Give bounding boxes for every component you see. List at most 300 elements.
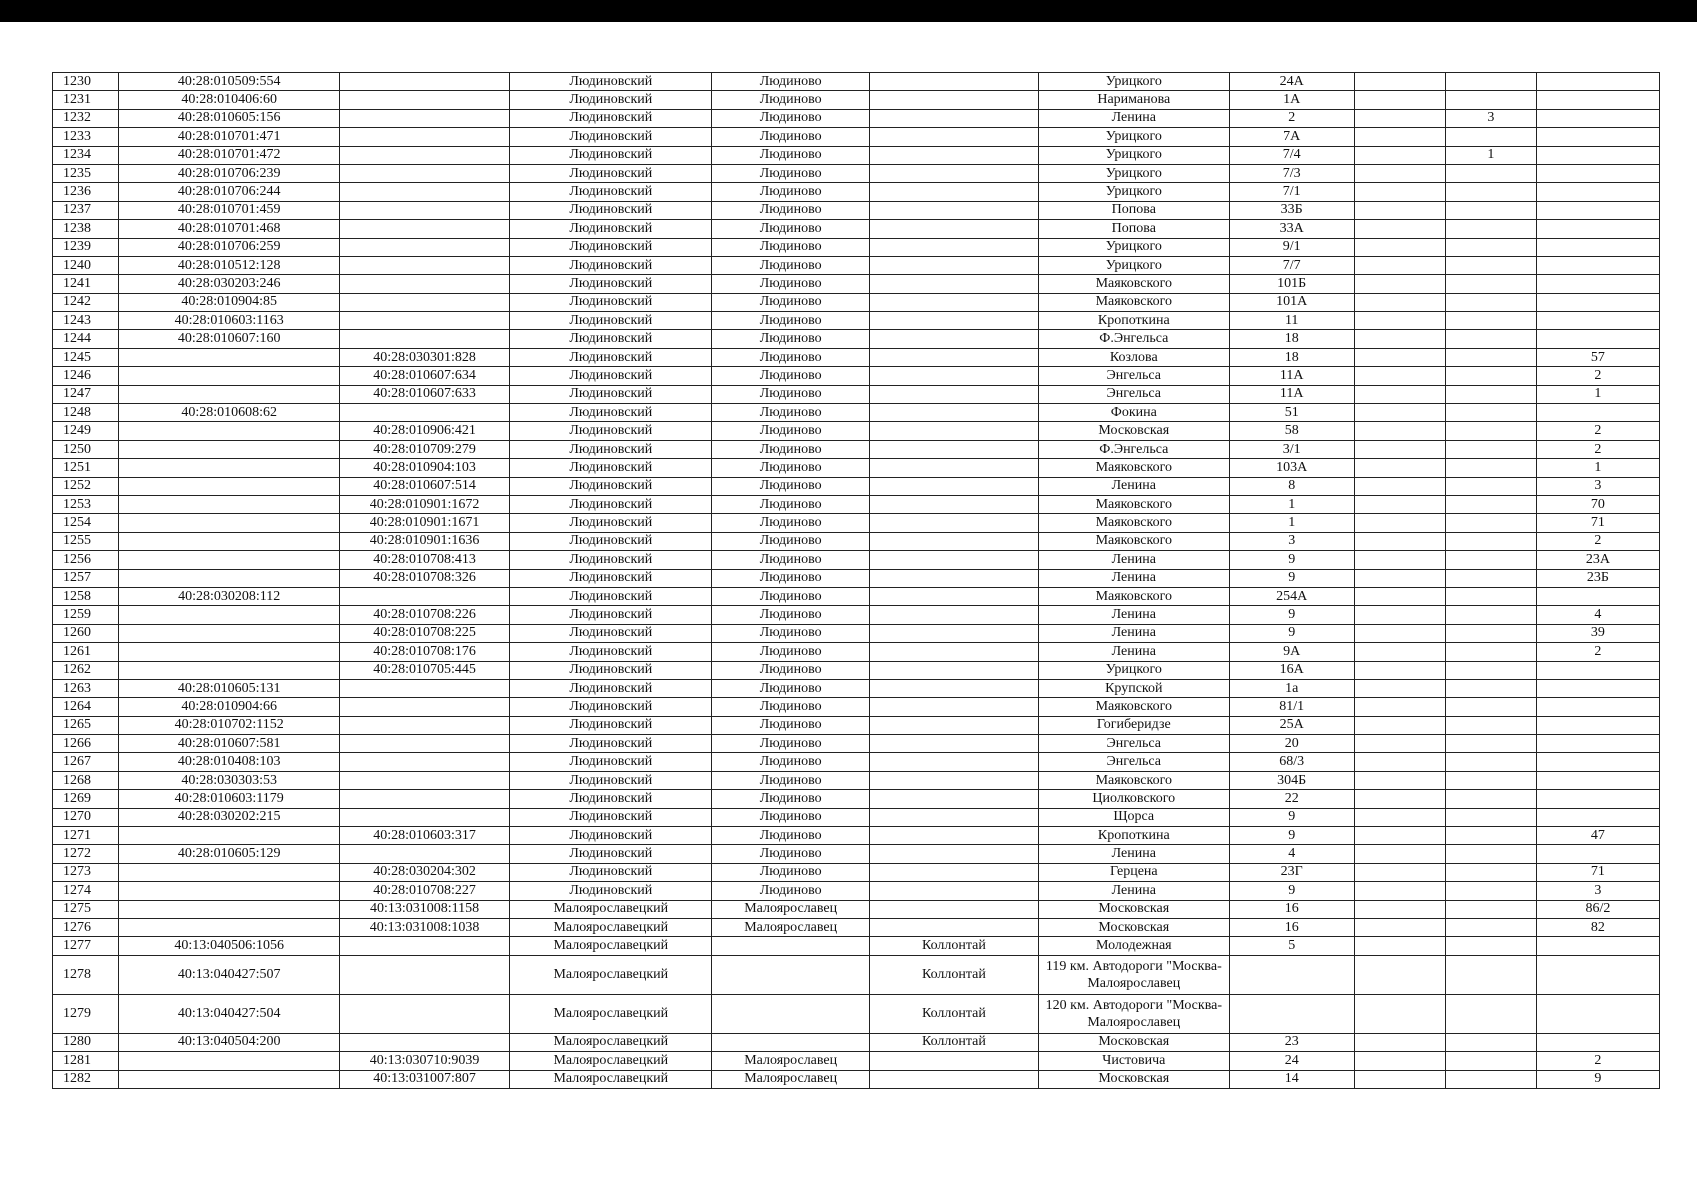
cell-apartment: [1445, 994, 1536, 1033]
cell-street: Ленина: [1039, 477, 1230, 495]
cell-city: Малоярославец: [712, 1052, 869, 1070]
cell-cadastral-number-premises: 40:28:030301:828: [339, 348, 509, 366]
cell-cadastral-number-premises: [339, 1033, 509, 1051]
cell-row-number: 1252: [53, 477, 119, 495]
cell-city: Людиново: [712, 495, 869, 513]
cell-city: Людиново: [712, 477, 869, 495]
table-row: [53, 1070, 1660, 1088]
cell-house-number: 1: [1229, 495, 1354, 513]
cell-cadastral-number-premises: [339, 808, 509, 826]
cell-house-number: 11А: [1229, 367, 1354, 385]
cell-settlement: [869, 587, 1038, 605]
cell-row-number: 1274: [53, 882, 119, 900]
table-row: [53, 164, 1660, 182]
cell-city: Людиново: [712, 312, 869, 330]
cell-cadastral-number-land: [119, 514, 340, 532]
cell-settlement: [869, 845, 1038, 863]
table-row: [53, 753, 1660, 771]
cell-cadastral-number-land: [119, 459, 340, 477]
cell-cadastral-number-land: [119, 643, 340, 661]
cell-room: [1536, 293, 1659, 311]
cell-street: Ф.Энгельса: [1039, 330, 1230, 348]
cell-settlement: [869, 220, 1038, 238]
cell-district: Людиновский: [510, 735, 712, 753]
cell-district: Людиновский: [510, 164, 712, 182]
cell-settlement: [869, 183, 1038, 201]
cell-settlement: Коллонтай: [869, 955, 1038, 994]
cell-district: Людиновский: [510, 643, 712, 661]
cell-cadastral-number-premises: 40:28:010709:279: [339, 440, 509, 458]
cell-cadastral-number-premises: 40:13:031008:1158: [339, 900, 509, 918]
cell-room: [1536, 587, 1659, 605]
property-register-table: [52, 72, 1660, 1089]
cell-row-number: 1258: [53, 587, 119, 605]
cell-house-number: 33А: [1229, 220, 1354, 238]
table-row: [53, 771, 1660, 789]
cell-row-number: 1260: [53, 624, 119, 642]
cell-house-number: 7А: [1229, 128, 1354, 146]
cell-house-number: 7/4: [1229, 146, 1354, 164]
cell-apartment: [1445, 716, 1536, 734]
cell-cadastral-number-premises: [339, 404, 509, 422]
cell-cadastral-number-premises: [339, 256, 509, 274]
cell-street: Фокина: [1039, 404, 1230, 422]
cell-apartment: [1445, 164, 1536, 182]
cell-street: Молодежная: [1039, 937, 1230, 955]
cell-building: [1354, 1033, 1445, 1051]
cell-building: [1354, 606, 1445, 624]
cell-cadastral-number-premises: 40:28:010607:633: [339, 385, 509, 403]
cell-house-number: 23: [1229, 1033, 1354, 1051]
cell-district: Людиновский: [510, 477, 712, 495]
cell-cadastral-number-land: 40:28:030203:246: [119, 275, 340, 293]
cell-house-number: 24: [1229, 1052, 1354, 1070]
cell-apartment: [1445, 293, 1536, 311]
cell-street: Ф.Энгельса: [1039, 440, 1230, 458]
cell-building: [1354, 256, 1445, 274]
cell-city: Людиново: [712, 422, 869, 440]
cell-settlement: [869, 201, 1038, 219]
cell-district: Людиновский: [510, 422, 712, 440]
cell-city: Людиново: [712, 643, 869, 661]
cell-cadastral-number-land: [119, 1052, 340, 1070]
cell-city: [712, 1033, 869, 1051]
cell-city: Людиново: [712, 73, 869, 91]
cell-row-number: 1280: [53, 1033, 119, 1051]
cell-room: [1536, 845, 1659, 863]
cell-building: [1354, 569, 1445, 587]
cell-apartment: [1445, 440, 1536, 458]
cell-house-number: 16: [1229, 900, 1354, 918]
cell-district: Малоярославецкий: [510, 1070, 712, 1088]
cell-settlement: [869, 293, 1038, 311]
cell-cadastral-number-premises: 40:28:010708:413: [339, 551, 509, 569]
cell-cadastral-number-premises: 40:13:031007:807: [339, 1070, 509, 1088]
cell-street: Московская: [1039, 1070, 1230, 1088]
cell-building: [1354, 348, 1445, 366]
cell-cadastral-number-land: 40:28:010512:128: [119, 256, 340, 274]
cell-apartment: [1445, 495, 1536, 513]
cell-row-number: 1259: [53, 606, 119, 624]
cell-city: Людиново: [712, 514, 869, 532]
cell-district: Малоярославецкий: [510, 955, 712, 994]
cell-cadastral-number-land: 40:28:030303:53: [119, 771, 340, 789]
cell-district: Людиновский: [510, 367, 712, 385]
cell-cadastral-number-land: 40:28:010701:459: [119, 201, 340, 219]
cell-cadastral-number-premises: 40:28:010603:317: [339, 827, 509, 845]
cell-house-number: 18: [1229, 348, 1354, 366]
cell-settlement: [869, 643, 1038, 661]
cell-building: [1354, 808, 1445, 826]
cell-cadastral-number-land: [119, 348, 340, 366]
cell-settlement: [869, 404, 1038, 422]
cell-room: [1536, 256, 1659, 274]
cell-house-number: 81/1: [1229, 698, 1354, 716]
cell-house-number: 9: [1229, 624, 1354, 642]
cell-city: Людиново: [712, 183, 869, 201]
cell-apartment: [1445, 679, 1536, 697]
cell-district: Малоярославецкий: [510, 937, 712, 955]
cell-cadastral-number-land: 40:28:010607:581: [119, 735, 340, 753]
cell-row-number: 1231: [53, 91, 119, 109]
cell-row-number: 1239: [53, 238, 119, 256]
cell-room: [1536, 753, 1659, 771]
cell-cadastral-number-land: 40:28:010605:156: [119, 109, 340, 127]
cell-street: Маяковского: [1039, 514, 1230, 532]
cell-apartment: [1445, 1052, 1536, 1070]
cell-apartment: [1445, 183, 1536, 201]
cell-room: [1536, 312, 1659, 330]
cell-city: Людиново: [712, 827, 869, 845]
table-row: [53, 790, 1660, 808]
cell-settlement: [869, 900, 1038, 918]
cell-city: Людиново: [712, 606, 869, 624]
cell-room: [1536, 698, 1659, 716]
cell-row-number: 1240: [53, 256, 119, 274]
cell-row-number: 1234: [53, 146, 119, 164]
cell-district: Людиновский: [510, 404, 712, 422]
cell-row-number: 1272: [53, 845, 119, 863]
table-row: [53, 183, 1660, 201]
cell-district: Людиновский: [510, 882, 712, 900]
cell-house-number: 7/7: [1229, 256, 1354, 274]
cell-settlement: [869, 495, 1038, 513]
cell-city: Людиново: [712, 698, 869, 716]
table-row: [53, 569, 1660, 587]
cell-room: [1536, 109, 1659, 127]
cell-building: [1354, 587, 1445, 605]
cell-apartment: [1445, 312, 1536, 330]
cell-settlement: [869, 698, 1038, 716]
cell-cadastral-number-premises: [339, 679, 509, 697]
cell-house-number: 24А: [1229, 73, 1354, 91]
cell-cadastral-number-premises: [339, 994, 509, 1033]
cell-cadastral-number-land: 40:28:010603:1179: [119, 790, 340, 808]
cell-building: [1354, 698, 1445, 716]
cell-street: Урицкого: [1039, 661, 1230, 679]
cell-row-number: 1263: [53, 679, 119, 697]
cell-building: [1354, 164, 1445, 182]
cell-cadastral-number-land: [119, 422, 340, 440]
cell-room: [1536, 661, 1659, 679]
cell-street: Маяковского: [1039, 275, 1230, 293]
cell-street: Маяковского: [1039, 698, 1230, 716]
cell-building: [1354, 1070, 1445, 1088]
cell-cadastral-number-land: [119, 624, 340, 642]
cell-cadastral-number-land: 40:13:040427:507: [119, 955, 340, 994]
cell-street: Кропоткина: [1039, 312, 1230, 330]
cell-cadastral-number-land: [119, 882, 340, 900]
table-row: [53, 643, 1660, 661]
cell-street: Ленина: [1039, 624, 1230, 642]
cell-street: Ленина: [1039, 882, 1230, 900]
table-row: [53, 661, 1660, 679]
table-row: [53, 735, 1660, 753]
cell-building: [1354, 735, 1445, 753]
cell-building: [1354, 201, 1445, 219]
table-row: [53, 679, 1660, 697]
cell-room: [1536, 128, 1659, 146]
cell-cadastral-number-premises: [339, 91, 509, 109]
cell-room: [1536, 790, 1659, 808]
table-row: [53, 1052, 1660, 1070]
cell-city: Людиново: [712, 790, 869, 808]
cell-city: Людиново: [712, 367, 869, 385]
cell-settlement: [869, 367, 1038, 385]
cell-room: [1536, 164, 1659, 182]
cell-district: Людиновский: [510, 790, 712, 808]
cell-street: Энгельса: [1039, 367, 1230, 385]
table-row: [53, 1033, 1660, 1051]
table-row: [53, 716, 1660, 734]
cell-cadastral-number-land: [119, 661, 340, 679]
cell-city: Людиново: [712, 440, 869, 458]
cell-settlement: [869, 91, 1038, 109]
cell-cadastral-number-land: [119, 551, 340, 569]
cell-cadastral-number-premises: [339, 698, 509, 716]
cell-row-number: 1244: [53, 330, 119, 348]
cell-house-number: 304Б: [1229, 771, 1354, 789]
cell-apartment: [1445, 256, 1536, 274]
cell-cadastral-number-premises: 40:28:010708:176: [339, 643, 509, 661]
cell-room: 1: [1536, 459, 1659, 477]
cell-city: Людиново: [712, 146, 869, 164]
cell-settlement: [869, 882, 1038, 900]
cell-row-number: 1235: [53, 164, 119, 182]
cell-row-number: 1276: [53, 918, 119, 936]
cell-house-number: 16А: [1229, 661, 1354, 679]
cell-cadastral-number-premises: [339, 716, 509, 734]
cell-building: [1354, 661, 1445, 679]
cell-apartment: [1445, 422, 1536, 440]
cell-district: Людиновский: [510, 845, 712, 863]
cell-apartment: [1445, 330, 1536, 348]
cell-district: Людиновский: [510, 146, 712, 164]
cell-cadastral-number-premises: [339, 587, 509, 605]
cell-cadastral-number-land: [119, 900, 340, 918]
cell-apartment: [1445, 863, 1536, 881]
cell-cadastral-number-premises: 40:28:010901:1671: [339, 514, 509, 532]
cell-building: [1354, 790, 1445, 808]
scan-top-edge: [0, 0, 1697, 22]
cell-district: Людиновский: [510, 201, 712, 219]
table-row: [53, 624, 1660, 642]
cell-apartment: [1445, 900, 1536, 918]
table-row: [53, 220, 1660, 238]
cell-building: [1354, 514, 1445, 532]
cell-house-number: [1229, 994, 1354, 1033]
cell-room: 2: [1536, 422, 1659, 440]
cell-settlement: [869, 624, 1038, 642]
cell-street: Щорса: [1039, 808, 1230, 826]
cell-room: 1: [1536, 385, 1659, 403]
cell-room: [1536, 275, 1659, 293]
cell-city: Людиново: [712, 256, 869, 274]
cell-street: Ленина: [1039, 845, 1230, 863]
cell-street: Герцена: [1039, 863, 1230, 881]
cell-district: Людиновский: [510, 275, 712, 293]
cell-row-number: 1242: [53, 293, 119, 311]
cell-room: [1536, 994, 1659, 1033]
cell-cadastral-number-premises: 40:28:010906:421: [339, 422, 509, 440]
cell-apartment: [1445, 220, 1536, 238]
cell-street: Циолковского: [1039, 790, 1230, 808]
cell-settlement: [869, 1052, 1038, 1070]
table-row: [53, 994, 1660, 1033]
table-row: [53, 477, 1660, 495]
cell-building: [1354, 275, 1445, 293]
cell-cadastral-number-premises: 40:28:010705:445: [339, 661, 509, 679]
cell-room: [1536, 771, 1659, 789]
cell-cadastral-number-premises: 40:28:010607:514: [339, 477, 509, 495]
cell-row-number: 1255: [53, 532, 119, 550]
cell-room: [1536, 937, 1659, 955]
cell-district: Людиновский: [510, 808, 712, 826]
cell-row-number: 1265: [53, 716, 119, 734]
cell-cadastral-number-land: [119, 827, 340, 845]
cell-row-number: 1279: [53, 994, 119, 1033]
cell-house-number: 9: [1229, 882, 1354, 900]
cell-city: Людиново: [712, 882, 869, 900]
cell-apartment: [1445, 955, 1536, 994]
table-row: [53, 275, 1660, 293]
cell-house-number: 7/1: [1229, 183, 1354, 201]
cell-room: 3: [1536, 882, 1659, 900]
cell-apartment: [1445, 918, 1536, 936]
cell-room: [1536, 201, 1659, 219]
cell-city: Людиново: [712, 716, 869, 734]
cell-street: Энгельса: [1039, 753, 1230, 771]
cell-room: [1536, 1033, 1659, 1051]
cell-street: Маяковского: [1039, 293, 1230, 311]
cell-cadastral-number-land: 40:28:010701:472: [119, 146, 340, 164]
cell-row-number: 1254: [53, 514, 119, 532]
cell-city: Людиново: [712, 661, 869, 679]
cell-house-number: 101Б: [1229, 275, 1354, 293]
cell-house-number: 33Б: [1229, 201, 1354, 219]
cell-building: [1354, 91, 1445, 109]
cell-street: Урицкого: [1039, 256, 1230, 274]
cell-row-number: 1247: [53, 385, 119, 403]
cell-street: Гогиберидзе: [1039, 716, 1230, 734]
cell-room: 70: [1536, 495, 1659, 513]
cell-settlement: [869, 753, 1038, 771]
cell-city: Людиново: [712, 275, 869, 293]
cell-house-number: 9А: [1229, 643, 1354, 661]
cell-house-number: 20: [1229, 735, 1354, 753]
cell-room: [1536, 220, 1659, 238]
cell-district: Людиновский: [510, 827, 712, 845]
cell-room: 82: [1536, 918, 1659, 936]
cell-row-number: 1268: [53, 771, 119, 789]
cell-row-number: 1257: [53, 569, 119, 587]
table-row: [53, 882, 1660, 900]
cell-street: Крупской: [1039, 679, 1230, 697]
cell-cadastral-number-land: 40:28:010706:244: [119, 183, 340, 201]
cell-cadastral-number-premises: [339, 183, 509, 201]
cell-building: [1354, 771, 1445, 789]
cell-cadastral-number-land: 40:28:010701:468: [119, 220, 340, 238]
cell-city: Людиново: [712, 459, 869, 477]
cell-building: [1354, 459, 1445, 477]
table-row: [53, 91, 1660, 109]
cell-apartment: [1445, 73, 1536, 91]
cell-district: Людиновский: [510, 238, 712, 256]
cell-room: 23А: [1536, 551, 1659, 569]
register-rows: [53, 73, 1660, 1089]
cell-district: Людиновский: [510, 753, 712, 771]
cell-row-number: 1248: [53, 404, 119, 422]
cell-cadastral-number-land: 40:28:010607:160: [119, 330, 340, 348]
cell-room: [1536, 735, 1659, 753]
cell-street: Маяковского: [1039, 495, 1230, 513]
cell-district: Людиновский: [510, 293, 712, 311]
cell-building: [1354, 918, 1445, 936]
table-row: [53, 698, 1660, 716]
cell-house-number: 254А: [1229, 587, 1354, 605]
cell-cadastral-number-land: 40:28:010605:129: [119, 845, 340, 863]
cell-street: Ленина: [1039, 569, 1230, 587]
cell-street: Маяковского: [1039, 532, 1230, 550]
cell-apartment: [1445, 790, 1536, 808]
cell-city: Людиново: [712, 164, 869, 182]
cell-building: [1354, 495, 1445, 513]
cell-apartment: 3: [1445, 109, 1536, 127]
cell-district: Людиновский: [510, 495, 712, 513]
cell-cadastral-number-premises: [339, 312, 509, 330]
cell-row-number: 1264: [53, 698, 119, 716]
cell-building: [1354, 183, 1445, 201]
cell-house-number: 103А: [1229, 459, 1354, 477]
cell-cadastral-number-land: 40:28:010706:239: [119, 164, 340, 182]
cell-district: Людиновский: [510, 348, 712, 366]
cell-street: Урицкого: [1039, 128, 1230, 146]
cell-cadastral-number-land: 40:28:010904:66: [119, 698, 340, 716]
cell-street: Маяковского: [1039, 459, 1230, 477]
cell-street: Чистовича: [1039, 1052, 1230, 1070]
cell-room: [1536, 183, 1659, 201]
cell-city: Людиново: [712, 532, 869, 550]
cell-building: [1354, 128, 1445, 146]
table-row: [53, 495, 1660, 513]
cell-street: Урицкого: [1039, 238, 1230, 256]
cell-building: [1354, 900, 1445, 918]
cell-cadastral-number-land: 40:13:040504:200: [119, 1033, 340, 1051]
table-row: [53, 385, 1660, 403]
cell-apartment: [1445, 643, 1536, 661]
cell-row-number: 1230: [53, 73, 119, 91]
cell-city: Людиново: [712, 220, 869, 238]
